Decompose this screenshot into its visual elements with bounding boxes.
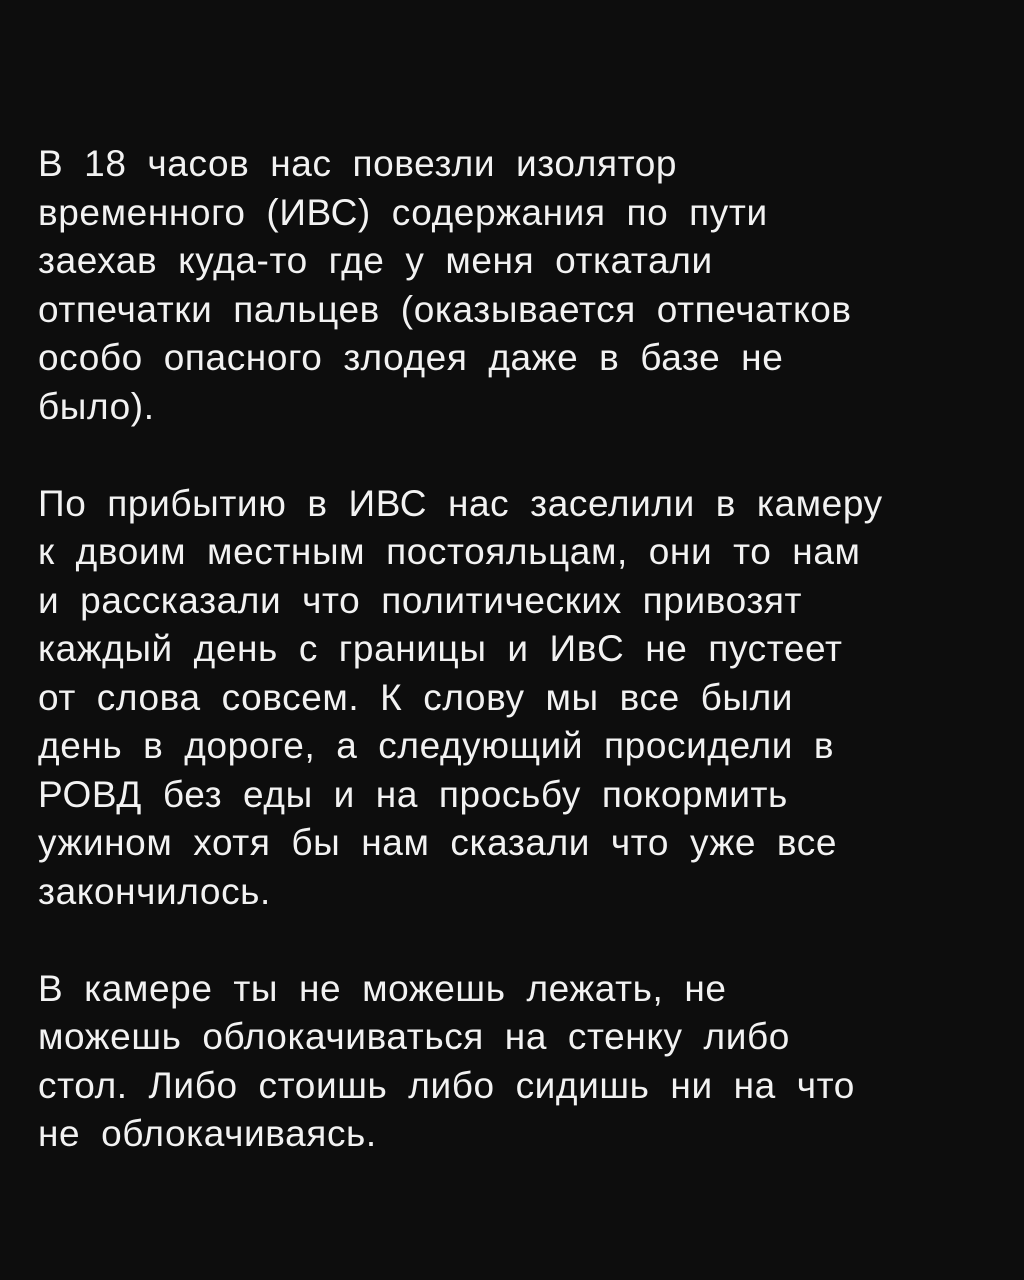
- text-line: особо опасного злодея даже в базе не: [38, 337, 784, 378]
- paragraph-1: [38, 140, 998, 431]
- text-line: можешь облокачиваться на стенку либо: [38, 1016, 790, 1057]
- text-line: По прибытию в ИВС нас заселили в камеру: [38, 482, 883, 524]
- text-line: стол. Либо стоишь либо сидишь ни на что: [38, 1064, 855, 1106]
- story-text: [38, 140, 998, 1207]
- text-line: от слова совсем. К слову мы все были: [38, 676, 794, 718]
- text-line: закончилось.: [38, 870, 271, 912]
- text-line: отпечатки пальцев (оказывается отпечатков: [38, 288, 852, 330]
- paragraph-2: [38, 480, 998, 917]
- text-line: В камере ты не можешь лежать, не: [38, 967, 727, 1009]
- text-line: день в дороге, а следующий просидели в: [38, 725, 835, 766]
- text-line: было).: [38, 385, 155, 427]
- text-line: каждый день с границы и ИвС не пустеет: [38, 628, 843, 669]
- text-line: не облокачиваясь.: [38, 1113, 377, 1154]
- paragraph-3: [38, 965, 998, 1159]
- text-line: В 18 часов нас повезли изолятор: [38, 143, 678, 184]
- text-line: к двоим местным постояльцам, они то нам: [38, 531, 861, 572]
- text-line: заехав куда-то где у меня откатали: [38, 240, 713, 281]
- text-line: и рассказали что политических привозят: [38, 579, 803, 621]
- text-line: РОВД без еды и на просьбу покормить: [38, 773, 788, 815]
- text-line: ужином хотя бы нам сказали что уже все: [38, 822, 838, 863]
- text-line: временного (ИВС) содержания по пути: [38, 191, 768, 233]
